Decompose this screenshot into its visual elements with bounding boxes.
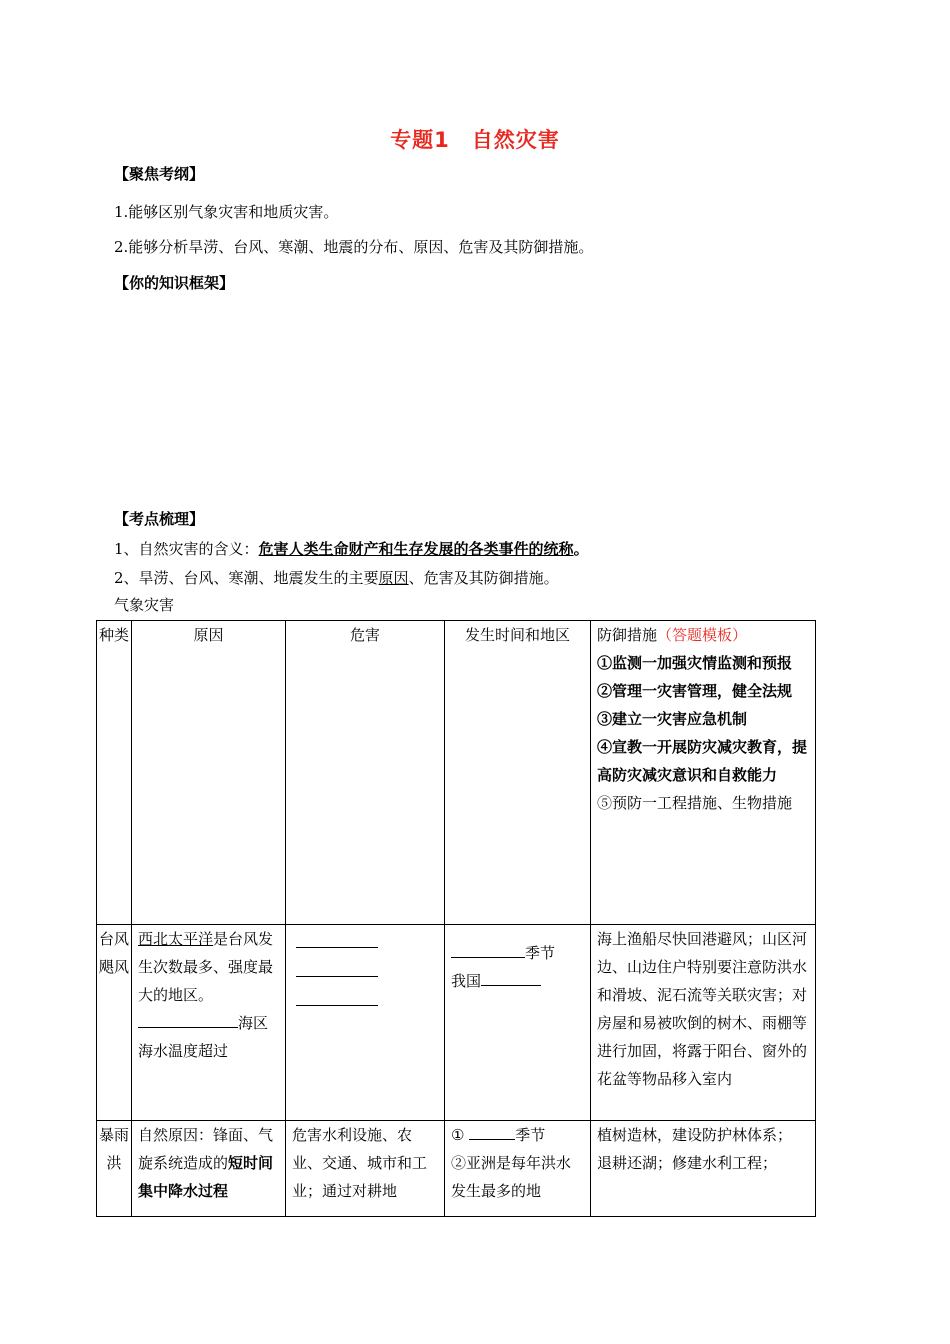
typhoon-cause-text: 是台风发生次数最多、强度最大的地区。 — [138, 930, 274, 1004]
typhoon-time-region — [445, 925, 591, 1121]
flood-season: 季节 — [515, 1126, 546, 1144]
flood-cause-text: 自然原因：锋面、气旋系统造成的 — [138, 1126, 274, 1172]
fill-blank[interactable] — [296, 929, 378, 948]
header-measures — [591, 621, 816, 925]
flood-time-region — [445, 1121, 591, 1217]
points-heading: 【考点梳理】 — [114, 510, 205, 528]
template-item: ③建立一灾害应急机制 — [597, 710, 748, 728]
template-item: ⑤预防一工程措施、生物措施 — [597, 794, 793, 812]
flood-time-num: ① — [451, 1126, 465, 1144]
focus-item-2: 2.能够分析旱涝、台风、寒潮、地震的分布、原因、危害及其防御措施。 — [114, 238, 594, 256]
fill-blank[interactable] — [296, 958, 378, 977]
definition-text: 危害人类生命财产和生存发展的各类事件的统称 — [258, 540, 574, 558]
topics-text-a: 2、旱涝、台风、寒潮、地震发生的主要 — [114, 569, 379, 587]
topics-text-underlined: 原因 — [378, 569, 409, 587]
typhoon-china: 我国 — [451, 972, 482, 990]
flood-harm: 危害水利设施、农业、交通、城市和工业；通过对耕地 — [286, 1121, 445, 1217]
measures-label: 防御措施 — [597, 626, 658, 644]
flood-measure-2: 退耕还湖；修建水利工程； — [597, 1154, 778, 1172]
typhoon-season: 季节 — [525, 944, 556, 962]
fill-blank[interactable] — [138, 1013, 238, 1028]
header-kind: 种类 — [97, 621, 132, 925]
typhoon-cause-region: 西北太平洋 — [138, 930, 214, 948]
focus-item-1: 1.能够区别气象灾害和地质灾害。 — [114, 203, 339, 221]
topics-line — [114, 567, 559, 588]
flood-region: ②亚洲是每年洪水发生最多的地 — [451, 1154, 572, 1200]
definition-end: 。 — [573, 540, 589, 558]
table-row-typhoon — [97, 925, 816, 1121]
header-cause: 原因 — [132, 621, 286, 925]
definition-line — [114, 538, 589, 559]
meteorological-subhead: 气象灾害 — [114, 596, 175, 614]
page-title: 专题1 自然灾害 — [390, 128, 560, 152]
definition-prefix: 1、自然灾害的含义： — [114, 540, 259, 558]
typhoon-cause-temp: 海区海水温度超过 — [138, 1014, 269, 1060]
template-item: ②管理一灾害管理，健全法规 — [597, 682, 793, 700]
typhoon-measures: 海上渔船尽快回港避风；山区河边、山边住户特别要注意防洪水和滑坡、泥石流等关联灾害；对房屋和易被吹倒的树木、雨棚等进行加固，将露于阳台、窗外的花盆等物品移入室内 — [591, 925, 816, 1121]
typhoon-harm — [286, 925, 445, 1121]
header-time-region: 发生时间和地区 — [445, 621, 591, 925]
typhoon-cause — [132, 925, 286, 1121]
framework-heading: 【你的知识框架】 — [114, 274, 235, 292]
flood-cause-bold: 短时间集中降水过程 — [138, 1154, 274, 1200]
table-row-flood — [97, 1121, 816, 1217]
fill-blank[interactable] — [296, 987, 378, 1006]
header-harm: 危害 — [286, 621, 445, 925]
template-item: ④宣教一开展防灾减灾教育，提高防灾减灾意识和自救能力 — [597, 738, 808, 784]
flood-measures — [591, 1121, 816, 1217]
topics-text-b: 、危害及其防御措施。 — [408, 569, 559, 587]
flood-cause — [132, 1121, 286, 1217]
flood-measure-1: 植树造林，建设防护林体系； — [597, 1126, 793, 1144]
measures-note: （答题模板） — [657, 626, 748, 644]
fill-blank[interactable] — [451, 943, 525, 958]
flood-kind: 暴雨洪 — [97, 1121, 132, 1217]
table-header-row — [97, 621, 816, 925]
template-item: ①监测一加强灾情监测和预报 — [597, 654, 793, 672]
fill-blank[interactable] — [481, 971, 541, 986]
disaster-table — [96, 620, 816, 1217]
typhoon-kind: 台风飓风 — [97, 925, 132, 1121]
fill-blank[interactable] — [469, 1125, 515, 1140]
focus-heading: 【聚焦考纲】 — [114, 165, 205, 183]
